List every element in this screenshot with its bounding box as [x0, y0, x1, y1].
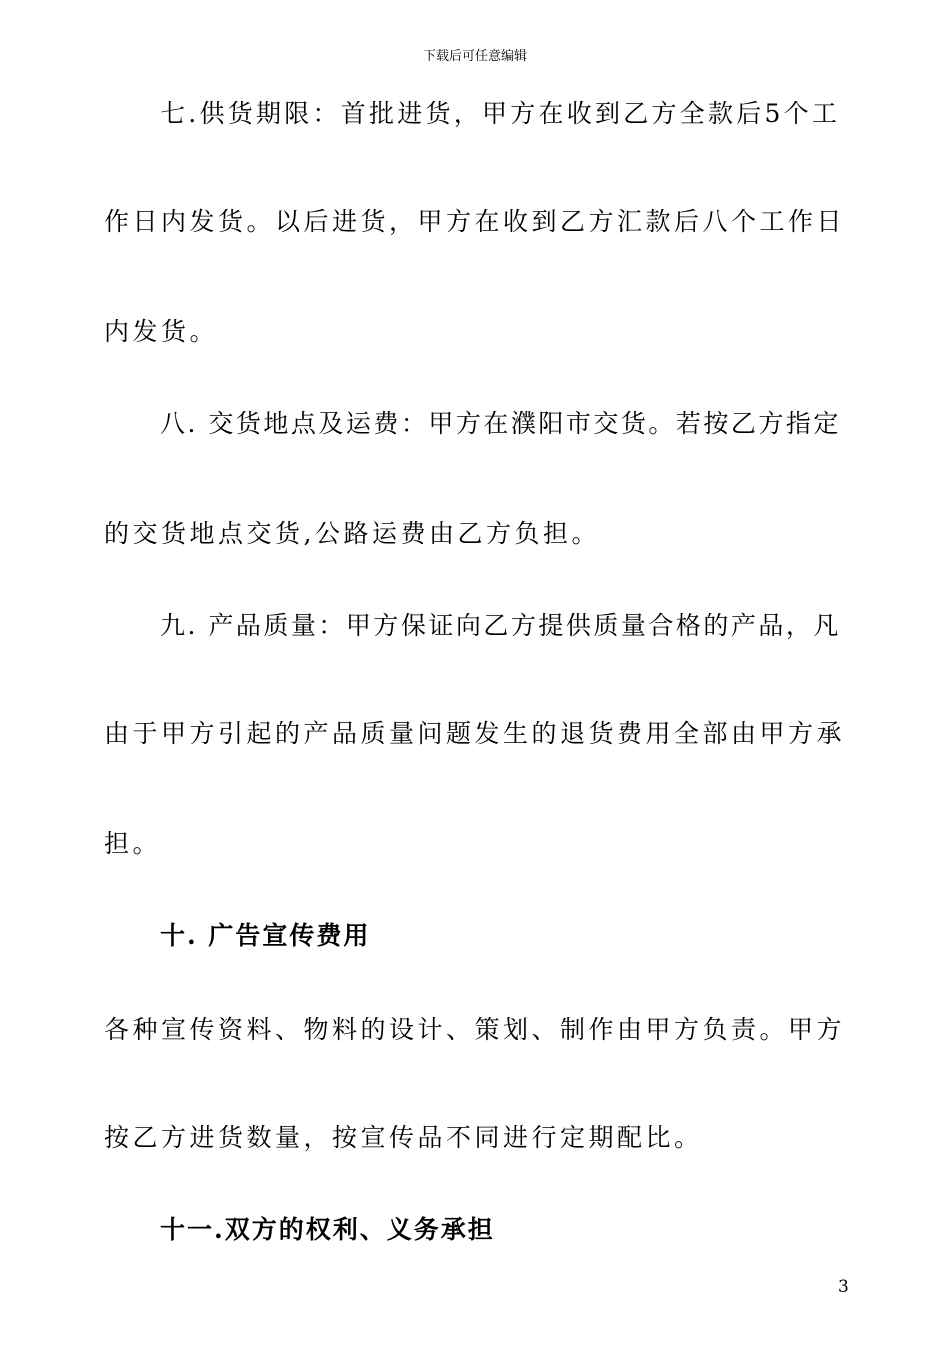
paragraph-7-line-1: 七.供货期限：首批进货，甲方在收到乙方全款后5个工	[160, 99, 841, 128]
section-heading-10: 十. 广告宣传费用	[160, 921, 371, 950]
paragraph-9-line-2: 由于甲方引起的产品质量问题发生的退货费用全部由甲方承	[104, 719, 846, 748]
paragraph-8-line-1: 八. 交货地点及运费：甲方在濮阳市交货。若按乙方指定	[160, 409, 841, 438]
paragraph-7-line-2: 作日内发货。以后进货，甲方在收到乙方汇款后八个工作日	[104, 207, 846, 236]
paragraph-9-line-3: 担。	[104, 829, 162, 858]
section-heading-11: 十一.双方的权利、义务承担	[160, 1215, 495, 1244]
page-header: 下载后可任意编辑	[422, 49, 527, 64]
paragraph-10-line-2: 按乙方进货数量，按宣传品不同进行定期配比。	[104, 1123, 703, 1152]
page-number: 3	[838, 1277, 849, 1297]
paragraph-8-line-2: 的交货地点交货,公路运费由乙方负担。	[104, 519, 600, 548]
paragraph-7-line-3: 内发货。	[104, 317, 219, 346]
paragraph-9-line-1: 九. 产品质量：甲方保证向乙方提供质量合格的产品，凡	[160, 611, 841, 640]
paragraph-10-line-1: 各种宣传资料、物料的设计、策划、制作由甲方负责。甲方	[104, 1015, 846, 1044]
